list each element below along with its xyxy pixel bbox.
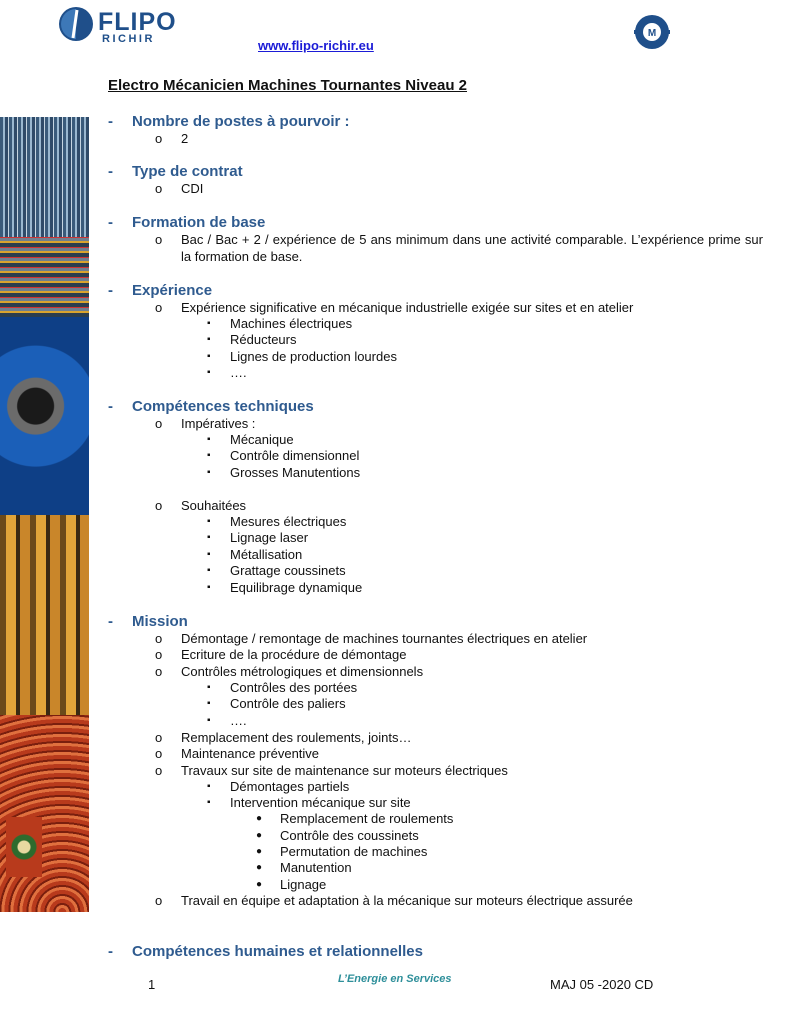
experience-item: Expérience significative en mécanique industrielle exigée sur sites et en atelier: [181, 300, 634, 315]
section-dash: -: [108, 398, 113, 415]
photo-stator-coils: [0, 715, 89, 912]
footer-tagline: L’Energie en Services: [338, 973, 452, 985]
imperative-item: Mécanique: [230, 432, 294, 447]
bullet-marker: ▪: [207, 334, 211, 345]
intervention-item: Permutation de machines: [280, 844, 428, 859]
imperative-item: Contrôle dimensionnel: [230, 448, 360, 463]
mission-item: Remplacement des roulements, joints…: [181, 730, 412, 745]
dot-marker: ●: [256, 879, 263, 890]
bullet-marker: ▪: [207, 715, 211, 726]
section-dash: -: [108, 613, 113, 630]
list-marker: o: [155, 730, 163, 745]
m-emblem-icon: [634, 14, 670, 50]
list-marker: o: [155, 893, 163, 908]
bullet-marker: ▪: [207, 532, 211, 543]
list-marker: o: [155, 664, 163, 679]
bullet-marker: ▪: [207, 582, 211, 593]
bullet-marker: ▪: [207, 450, 211, 461]
mission-item: Démontage / remontage de machines tournantes électriques en atelier: [181, 631, 588, 646]
bullet-marker: ▪: [207, 797, 211, 808]
dot-marker: ●: [256, 813, 263, 824]
section-heading-postes: Nombre de postes à pourvoir :: [132, 113, 350, 130]
job-title: Electro Mécanicien Machines Tournantes Niveau 2: [108, 77, 468, 94]
section-heading-competences: Compétences techniques: [132, 398, 314, 415]
section-dash: -: [108, 113, 113, 130]
list-marker: o: [155, 181, 163, 196]
dot-marker: ●: [256, 862, 263, 873]
souhaitee-item: Equilibrage dynamique: [230, 580, 363, 595]
experience-sub-item: Lignes de production lourdes: [230, 349, 397, 364]
experience-sub-item: Machines électriques: [230, 316, 353, 331]
souhaitee-item: Métallisation: [230, 547, 303, 562]
intervention-item: Lignage: [280, 877, 327, 892]
mission-item: Maintenance préventive: [181, 746, 320, 761]
travaux-item: Démontages partiels: [230, 779, 350, 794]
bullet-marker: ▪: [207, 467, 211, 478]
postes-value: 2: [181, 131, 189, 146]
mission-item: Ecriture de la procédure de démontage: [181, 647, 407, 662]
logo-text-richir: RICHIR: [102, 33, 155, 45]
travaux-item: Intervention mécanique sur site: [230, 795, 411, 810]
contrat-value: CDI: [181, 181, 204, 196]
mission-item: Contrôles métrologiques et dimensionnels: [181, 664, 424, 679]
list-marker: o: [155, 746, 163, 761]
section-heading-mission: Mission: [132, 613, 188, 630]
section-heading-experience: Expérience: [132, 282, 213, 299]
imperatives-label: Impératives :: [181, 416, 256, 431]
bullet-marker: ▪: [207, 516, 211, 527]
list-marker: o: [155, 416, 163, 431]
experience-sub-item: Réducteurs: [230, 332, 297, 347]
side-photo-strip: [0, 117, 89, 912]
update-date: MAJ 05 -2020 CD: [550, 977, 654, 992]
controle-item: Contrôle des paliers: [230, 696, 346, 711]
controle-item: Contrôles des portées: [230, 680, 358, 695]
list-marker: o: [155, 131, 163, 146]
bullet-marker: ▪: [207, 367, 211, 378]
page-number: 1: [148, 977, 156, 992]
photo-motor-gears: [0, 317, 89, 515]
bullet-marker: ▪: [207, 549, 211, 560]
photo-terminal-blocks: [0, 237, 89, 317]
section-dash: -: [108, 214, 113, 231]
souhaitees-label: Souhaitées: [181, 498, 247, 513]
mission-item: Travail en équipe et adaptation à la mécanique sur moteurs électrique assurée: [181, 893, 633, 908]
souhaitee-item: Lignage laser: [230, 530, 309, 545]
section-heading-formation: Formation de base: [132, 214, 266, 231]
mission-item: Travaux sur site de maintenance sur moteurs électriques: [181, 763, 508, 778]
souhaitee-item: Grattage coussinets: [230, 563, 346, 578]
dot-marker: ●: [256, 846, 263, 857]
section-heading-contrat: Type de contrat: [132, 163, 243, 180]
bullet-marker: ▪: [207, 434, 211, 445]
list-marker: o: [155, 647, 163, 662]
intervention-item: Manutention: [280, 860, 352, 875]
intervention-item: Contrôle des coussinets: [280, 828, 419, 843]
experience-sub-item: ….: [230, 365, 247, 380]
section-dash: -: [108, 163, 113, 180]
company-logo: [58, 6, 188, 46]
logo-text-flipo: FLIPO: [98, 8, 177, 36]
bullet-marker: ▪: [207, 698, 211, 709]
bullet-marker: ▪: [207, 781, 211, 792]
photo-stator-core: [6, 817, 42, 877]
website-link[interactable]: www.flipo-richir.eu: [258, 38, 374, 53]
bullet-marker: ▪: [207, 351, 211, 362]
souhaitee-item: Mesures électriques: [230, 514, 347, 529]
intervention-item: Remplacement de roulements: [280, 811, 454, 826]
section-dash: -: [108, 943, 113, 960]
photo-copper-windings: [0, 515, 89, 715]
list-marker: o: [155, 498, 163, 513]
emblem-letter: M: [647, 28, 657, 39]
bullet-marker: ▪: [207, 565, 211, 576]
section-heading-humaines: Compétences humaines et relationnelles: [132, 943, 423, 960]
controle-item: ….: [230, 713, 247, 728]
logo-mark-icon: [58, 6, 94, 42]
formation-text: Bac / Bac + 2 / expérience de 5 ans minimum dans une activité comparable. L’expérience prime sur la formation de base.: [181, 232, 763, 264]
bullet-marker: ▪: [207, 682, 211, 693]
bullet-marker: ▪: [207, 318, 211, 329]
section-dash: -: [108, 282, 113, 299]
list-marker: o: [155, 232, 163, 247]
list-marker: o: [155, 763, 163, 778]
dot-marker: ●: [256, 830, 263, 841]
imperative-item: Grosses Manutentions: [230, 465, 361, 480]
list-marker: o: [155, 631, 163, 646]
list-marker: o: [155, 300, 163, 315]
